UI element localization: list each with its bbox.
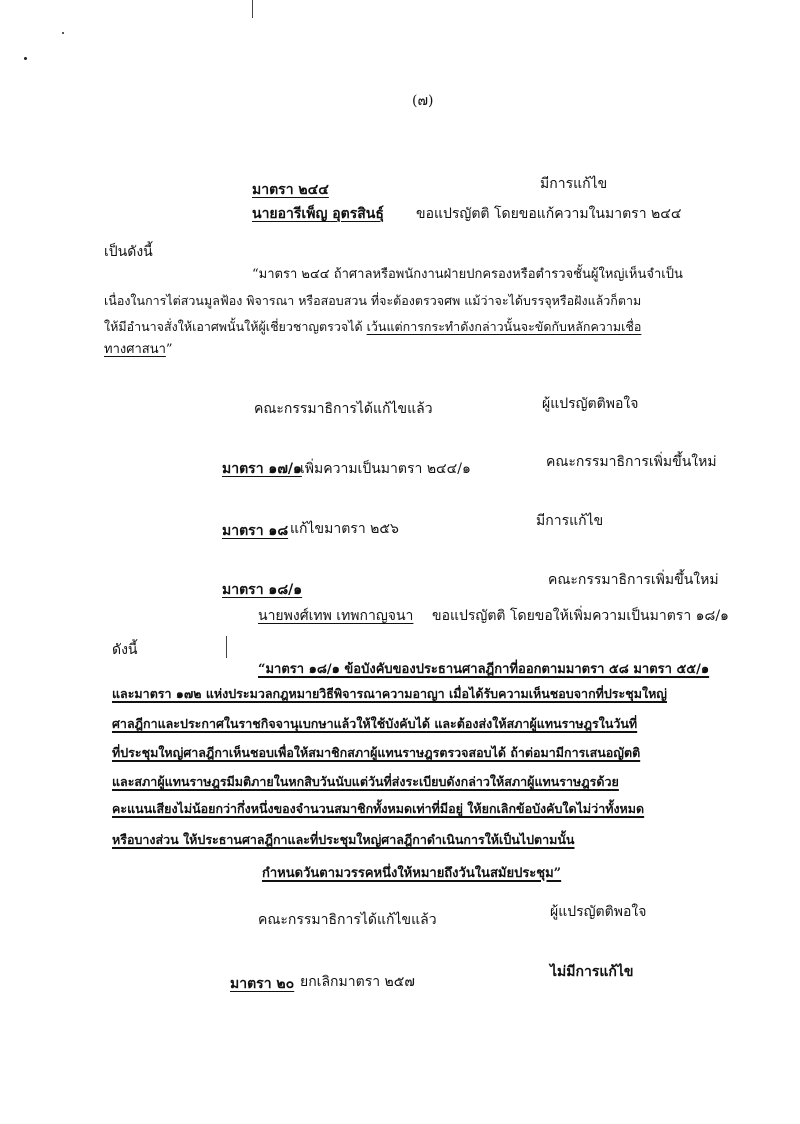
section-20-text: ยกเลิกมาตรา ๒๕๗ (300, 974, 415, 990)
section-18-heading: มาตรา ๑๘ (222, 523, 289, 539)
section-244-quote-line-2: เนื่องในการไต่สวนมูลฟ้อง พิจารณา หรือสอบสวน ที่จะต้องตรวจศพ แม้ว่าจะได้บรรจุหรือฝังแล้วก็ตาม (104, 293, 642, 308)
section-244-quote-line-3 (104, 321, 641, 334)
section-18-1-proposer-name: นายพงศ์เทพ เทพกาญจนา (258, 608, 414, 624)
section-244-quote-line-1: “มาตรา ๒๔๔ ถ้าศาลหรือพนักงานฝ่ายปกครองหรือตำรวจชั้นผู้ใหญ่เห็นจำเป็น (252, 267, 683, 282)
section-244-quote-line-4-underlined: ทางศาสนา (104, 342, 166, 357)
section-18-1-committee: คณะกรรมาธิการได้แก้ไขแล้ว (258, 912, 437, 928)
scan-mark-top (252, 0, 253, 18)
scan-dot-1 (62, 32, 64, 34)
section-244-status: มีการแก้ไข (540, 176, 608, 192)
scan-dot-2 (24, 57, 27, 60)
margin-mark (226, 636, 227, 658)
section-18-1-line-2: และมาตรา ๑๗๒ แห่งประมวลกฎหมายวิธีพิจารณาความอาญา เมื่อได้รับความเห็นชอบจากที่ประชุมใหญ่ (112, 686, 667, 701)
section-18-1-proposer-text: ขอแปรญัตติ โดยขอให้เพิ่มความเป็นมาตรา ๑๘/๑ (432, 608, 729, 624)
page-number: (๗) (412, 93, 434, 109)
section-244-quote-line-3-underlined: เว้นแต่การกระทำดังกล่าวนั้นจะขัดกับหลักความเชื่อ (366, 319, 642, 334)
section-18-1-line-1: “มาตรา ๑๘/๑ ข้อบังคับของประธานศาลฎีกาที่ออกตามมาตรา ๕๘ มาตรา ๕๕/๑ (258, 662, 710, 677)
section-20-status: ไม่มีการแก้ไข (550, 964, 634, 980)
section-18-status: มีการแก้ไข (536, 513, 604, 529)
section-244-quote-line-4-end: ” (165, 342, 173, 357)
section-244-committee: คณะกรรมาธิการได้แก้ไขแล้ว (254, 401, 433, 417)
section-18-1-line-5: และสภาผู้แทนราษฎรมีมติภายในหกสิบวันนับแต่วันที่ส่งระเบียบดังกล่าวให้สภาผู้แทนราษฎรด้วย (112, 774, 619, 789)
section-244-quote-line-4 (104, 343, 173, 356)
section-244-intro: เป็นดังนี้ (104, 244, 153, 260)
section-20-heading: มาตรา ๒๐ (230, 976, 295, 992)
section-17-1-heading: มาตรา ๑๗/๑ (222, 461, 302, 477)
section-244-proposer-name: นายอารีเพ็ญ อุตรสินธุ์ (252, 206, 384, 222)
section-18-text: แก้ไขมาตรา ๒๕๖ (290, 521, 399, 537)
section-18-1-line-3: ศาลฎีกาและประกาศในราชกิจจานุเบกษาแล้วให้ใช้บังคับได้ และต้องส่งให้สภาผู้แทนราษฎรในวันที่ (112, 716, 638, 731)
section-18-1-line-8: กำหนดวันตามวรรคหนึ่งให้หมายถึงวันในสมัยประชุม” (262, 866, 562, 881)
section-18-1-line-7: หรือบางส่วน ให้ประธานศาลฎีกาและที่ประชุมใหญ่ศาลฎีกาดำเนินการให้เป็นไปตามนั้น (112, 832, 575, 847)
section-17-1-status: คณะกรรมาธิการเพิ่มขึ้นใหม่ (546, 454, 717, 470)
section-18-1-intro: ดังนี้ (112, 642, 138, 658)
section-17-1-text: เพิ่มความเป็นมาตรา ๒๔๔/๑ (300, 461, 471, 477)
section-244-proposer-text: ขอแปรญัตติ โดยขอแก้ความในมาตรา ๒๔๔ (416, 206, 682, 222)
section-244-proposer-result: ผู้แปรญัตติพอใจ (542, 396, 639, 412)
section-18-1-line-6: คะแนนเสียงไม่น้อยกว่ากึ่งหนึ่งของจำนวนสมาชิกทั้งหมดเท่าที่มีอยู่ ให้ยกเลิกข้อบังคับใดไม่ว่าทั้งหมด (112, 801, 645, 816)
section-18-1-heading: มาตรา ๑๘/๑ (222, 582, 303, 598)
section-244-heading: มาตรา ๒๔๔ (252, 182, 329, 198)
section-18-1-line-4: ที่ประชุมใหญ่ศาลฎีกาเห็นชอบเพื่อให้สมาชิกสภาผู้แทนราษฎรตรวจสอบได้ ถ้าต่อมามีการเสนอญัตติ (112, 745, 641, 760)
section-18-1-status: คณะกรรมาธิการเพิ่มขึ้นใหม่ (548, 572, 719, 588)
section-244-quote-line-3-plain: ให้มีอำนาจสั่งให้เอาศพนั้นให้ผู้เชี่ยวชาญตรวจได้ (104, 319, 367, 334)
section-18-1-proposer-result: ผู้แปรญัตติพอใจ (550, 904, 647, 920)
